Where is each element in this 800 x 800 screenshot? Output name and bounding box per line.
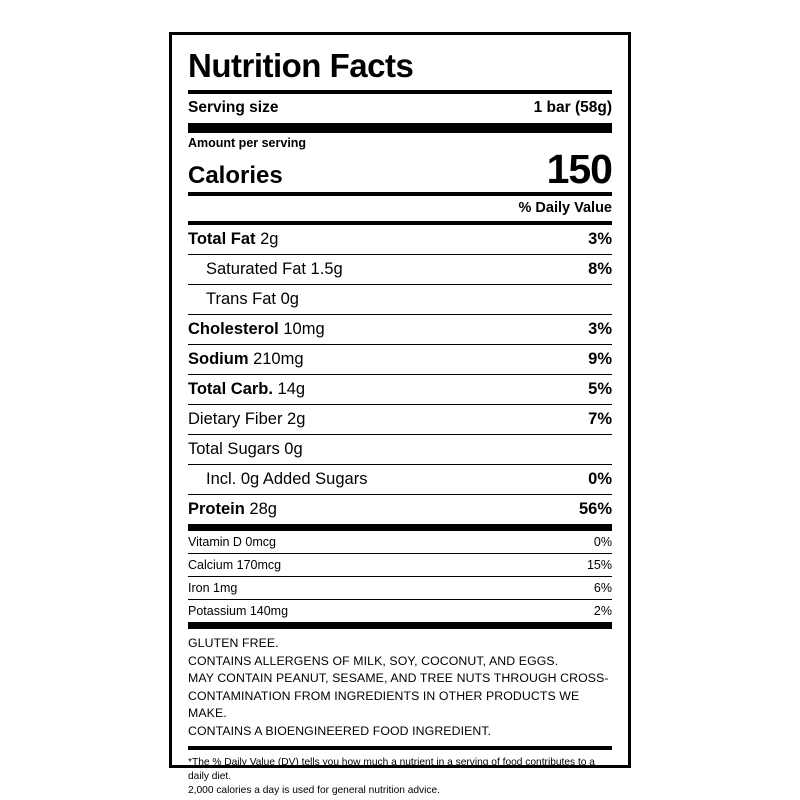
- vitamin-daily-value: 2%: [593, 604, 612, 619]
- calories-value: 150: [546, 145, 612, 192]
- page-title: Nutrition Facts: [188, 47, 414, 84]
- allergen-line: GLUTEN FREE.: [188, 636, 279, 651]
- nutrient-name: Incl. 0g Added Sugars: [206, 470, 368, 489]
- allergen-line: CONTAINS A BIOENGINEERED FOOD INGREDIENT.: [188, 723, 492, 738]
- nutrient-daily-value: 3%: [588, 230, 612, 249]
- vitamin-row: [188, 577, 612, 599]
- nutrient-name: Cholesterol 10mg: [188, 320, 325, 339]
- nutrient-row: [188, 465, 612, 494]
- nutrient-daily-value: 9%: [588, 350, 612, 369]
- vitamin-name: Iron 1mg: [188, 581, 238, 596]
- nutrient-row: [188, 405, 612, 434]
- nutrient-list: [188, 225, 612, 524]
- allergen-line: MAY CONTAIN PEANUT, SESAME, AND TREE NUTS THROUGH CROSS-: [188, 671, 609, 686]
- nutrition-facts-panel: [169, 32, 631, 797]
- nutrient-daily-value: 3%: [588, 320, 612, 339]
- vitamin-daily-value: 15%: [586, 558, 612, 573]
- vitamin-daily-value: 0%: [593, 535, 612, 550]
- nutrient-name: Trans Fat 0g: [206, 290, 299, 309]
- allergen-line: CONTAINS ALLERGENS OF MILK, SOY, COCONUT, AND EGGS.: [188, 653, 559, 668]
- serving-size-label: Serving size: [188, 98, 279, 116]
- nutrient-row: [188, 495, 612, 524]
- allergen-line: CONTAMINATION FROM INGREDIENTS IN OTHER PRODUCTS WE MAKE.: [188, 688, 580, 721]
- allergen-statement: [188, 629, 612, 746]
- vitamin-row: [188, 554, 612, 576]
- nutrient-row: [188, 255, 612, 284]
- vitamin-row: [188, 600, 612, 622]
- nutrient-row: [188, 315, 612, 344]
- divider-under-protein: [188, 524, 612, 531]
- daily-value-header: % Daily Value: [518, 200, 612, 217]
- nutrient-row: [188, 225, 612, 254]
- footnote-line: 2,000 calories a day is used for general nutrition advice.: [188, 785, 441, 797]
- nutrition-facts-content: [188, 47, 612, 797]
- divider-under-vitamins: [188, 622, 612, 629]
- vitamin-daily-value: 6%: [593, 581, 612, 596]
- calories-label: Calories: [188, 162, 283, 190]
- nutrient-daily-value: 56%: [578, 500, 612, 519]
- nutrient-row: [188, 435, 612, 464]
- nutrient-daily-value: 8%: [588, 260, 612, 279]
- nutrient-name: Total Sugars 0g: [188, 440, 303, 459]
- nutrient-daily-value: 5%: [588, 380, 612, 399]
- nutrient-row: [188, 285, 612, 314]
- nutrient-name: Saturated Fat 1.5g: [206, 260, 343, 279]
- vitamin-name: Calcium 170mcg: [188, 558, 282, 573]
- nutrient-row: [188, 375, 612, 404]
- nutrient-name: Protein 28g: [188, 500, 277, 519]
- vitamin-name: Vitamin D 0mcg: [188, 535, 276, 550]
- vitamin-row: [188, 531, 612, 553]
- vitamin-name: Potassium 140mg: [188, 604, 289, 619]
- serving-size-row: [188, 94, 612, 123]
- nutrient-name: Dietary Fiber 2g: [188, 410, 306, 429]
- nutrient-name: Total Carb. 14g: [188, 380, 306, 399]
- daily-value-footnote: [188, 750, 612, 798]
- nutrient-row: [188, 345, 612, 374]
- nutrient-name: Sodium 210mg: [188, 350, 304, 369]
- amount-per-serving-label: Amount per serving: [188, 135, 307, 150]
- nutrient-name: Total Fat 2g: [188, 230, 279, 249]
- calories-row: [188, 145, 612, 193]
- vitamin-list: [188, 531, 612, 622]
- serving-size-value: 1 bar (58g): [533, 98, 612, 116]
- divider-under-serving: [188, 123, 612, 133]
- nutrient-daily-value: 7%: [588, 410, 612, 429]
- nutrient-daily-value: 0%: [588, 470, 612, 489]
- footnote-line: *The % Daily Value (DV) tells you how much a nutrient in a serving of food contributes to a daily diet.: [188, 757, 595, 783]
